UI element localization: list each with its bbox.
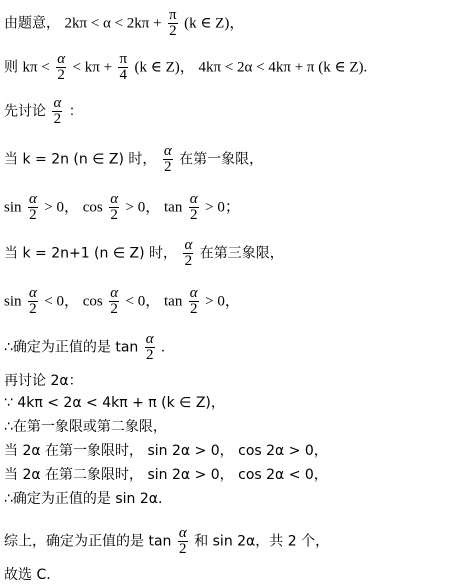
solution-line-7: sin $\frac{\alpha}{2}$ < 0， cos $\frac{\alpha}{2}$ < 0， tan $\frac{\alpha}{2}$ > 0， — [4, 285, 240, 317]
fraction: $\frac{\pi}{2}$ — [169, 7, 177, 39]
fraction: $\frac{\alpha}{2}$ — [184, 237, 193, 269]
solution-line-15: 综上，确定为正值的是 tan $\frac{\alpha}{2}$ 和 sin 2α，共 2 个， — [4, 525, 330, 557]
math-expr: 2kπ < α < 2kπ + — [64, 15, 162, 32]
fraction: $\frac{\alpha}{2}$ — [189, 285, 198, 317]
line-text: 由题意， — [4, 15, 60, 32]
solution-line-1 — [4, 8, 244, 39]
solution-line-5: sin $\frac{\alpha}{2}$ > 0， cos $\frac{\alpha}{2}$ > 0， tan $\frac{\alpha}{2}$ > 0； — [4, 191, 240, 223]
solution-line-12: 当 2α 在第一象限时， sin 2α > 0， cos 2α > 0， — [4, 443, 328, 459]
math-expr: (k ∈ Z)， — [184, 15, 245, 32]
solution-line-6: 当 k = 2n+1 (n ∈ Z) 时， $\frac{\alpha}{2}$ 在第三象限， — [4, 237, 284, 269]
fraction: $\frac{\alpha}{2}$ — [189, 191, 198, 223]
solution-line-16: 故选 C. — [4, 567, 51, 583]
fraction: $\frac{\alpha}{2}$ — [163, 143, 172, 175]
fraction: $\frac{\alpha}{2}$ — [57, 51, 66, 83]
fraction: $\frac{\alpha}{2}$ — [110, 191, 119, 223]
solution-line-10: ∵ 4kπ < 2α < 4kπ + π (k ∈ Z)， — [4, 395, 225, 411]
fraction: $\frac{\pi}{4}$ — [119, 51, 128, 83]
solution-line-2: 则 kπ < $\frac{\alpha}{2}$ < kπ + $\frac{\pi}{4}$ (k ∈ Z)， 4kπ < 2α < 4kπ + π (k ∈ Z). — [4, 51, 368, 83]
fraction: $\frac{\alpha}{2}$ — [110, 285, 119, 317]
fraction: $\frac{\alpha}{2}$ — [28, 285, 37, 317]
solution-line-9: 再讨论 2α： — [4, 373, 83, 389]
solution-line-13: 当 2α 在第二象限时， sin 2α > 0， cos 2α < 0， — [4, 467, 328, 483]
fraction: $\frac{\alpha}{2}$ — [28, 191, 37, 223]
solution-line-11: ∴在第一象限或第二象限， — [4, 419, 167, 435]
solution-line-8: ∴确定为正值的是 tan $\frac{\alpha}{2}$ . — [4, 331, 165, 363]
solution-line-14: ∴确定为正值的是 sin 2α. — [4, 491, 163, 507]
fraction: $\frac{\alpha}{2}$ — [145, 331, 154, 363]
fraction: $\frac{\alpha}{2}$ — [53, 95, 62, 127]
solution-line-4: 当 k = 2n (n ∈ Z) 时， $\frac{\alpha}{2}$ 在第一象限， — [4, 143, 264, 175]
fraction: $\frac{\alpha}{2}$ — [178, 525, 187, 557]
solution-line-3: 先讨论 $\frac{\alpha}{2}$ ： — [4, 95, 83, 127]
